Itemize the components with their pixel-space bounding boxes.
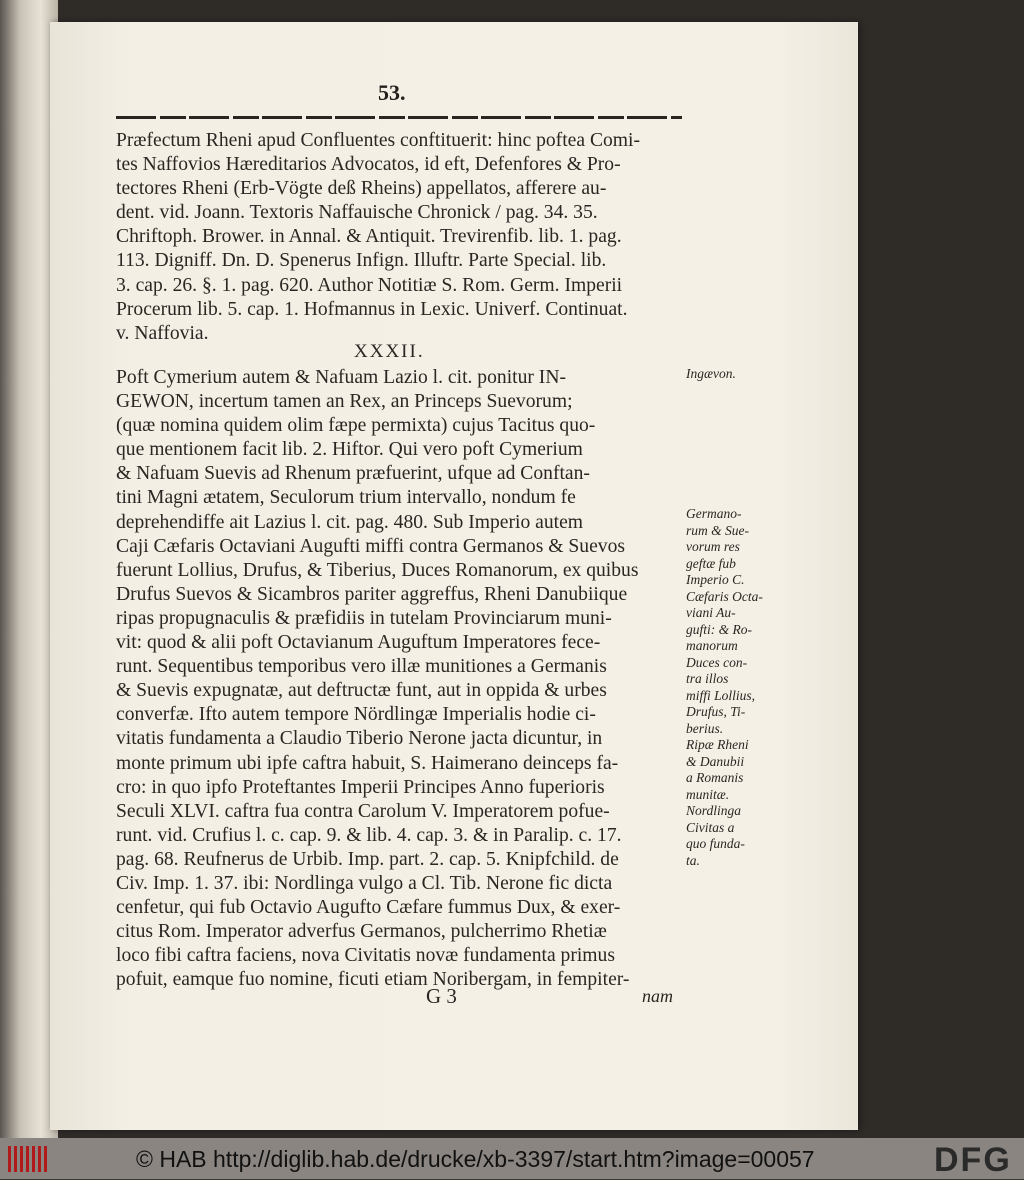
margin-note-line: Civitas a [686,819,735,835]
text-line: Chriftoph. Brower. in Annal. & Antiquit. Trevirenfib. lib. 1. pag. [116,226,622,248]
text-line: fuerunt Lollius, Drufus, & Tiberius, Duces Romanorum, ex quibus [116,559,639,581]
text-line: runt. vid. Crufius l. c. cap. 9. & lib. 4. cap. 3. & in Paralip. c. 17. [116,824,622,846]
hab-logo-icon [8,1146,48,1172]
margin-note-line: Duces con- [686,654,748,670]
text-line: tini Magni ætatem, Seculorum trium intervallo, nondum fe [116,487,576,509]
text-line: pag. 68. Reufnerus de Urbib. Imp. part. 2. cap. 5. Knipfchild. de [116,848,619,870]
margin-note-ingaevon [686,366,796,383]
text-line: tes Naffovios Hæreditarios Advocatos, id eft, Defenfores & Pro- [116,154,621,176]
margin-note-line: Cæfaris Octa- [686,588,763,604]
text-line: & Suevis expugnatæ, aut deftructæ funt, aut in oppida & urbes [116,680,607,702]
margin-note-line: & Danubii [686,753,745,769]
text-line: (quæ nomina quidem olim fæpe permixta) cujus Tacitus quo- [116,415,596,437]
margin-note-line: gufti: & Ro- [686,621,752,637]
text-line: pofuit, eamque fuo nomine, ficuti etiam Noribergam, in fempiter- [116,969,630,991]
text-line: cro: in quo ipfo Proteftantes Imperii Principes Anno fuperioris [116,776,605,798]
page-number: 53. [378,80,406,105]
text-line: Præfectum Rheni apud Confluentes conftituerit: hinc poftea Comi- [116,130,641,151]
margin-note-line: quo funda- [686,836,745,851]
text-line: vit: quod & alii poft Octavianum Auguftum Imperatores fece- [116,632,601,654]
margin-note-line: viani Au- [686,605,736,620]
margin-note-line: Ripæ Rheni [686,737,749,752]
catchword: nam [642,986,673,1006]
text-line: Caji Cæfaris Octaviani Augufti miffi contra Germanos & Suevos [116,535,625,557]
margin-note-line: Nordlinga [686,803,742,818]
body-text-main [116,366,682,992]
margin-note-line: Imperio C. [686,572,745,587]
text-line: 3. cap. 26. §. 1. pag. 620. Author Notitiæ S. Rom. Germ. Imperii [116,274,623,296]
text-line: que mentionem facit lib. 2. Hiftor. Qui vero poft Cymerium [116,439,583,461]
section-heading: XXXII. [354,341,425,362]
header-rule [116,116,682,119]
text-line: GEWON, incertum tamen an Rex, an Princeps Suevorum; [116,391,573,413]
dfg-logo: DFG [934,1141,1012,1179]
margin-note-line: Ingævon. [686,366,736,381]
text-line: Civ. Imp. 1. 37. ibi: Nordlinga vulgo a Cl. Tib. Nerone fic dicta [116,872,613,894]
footer-copyright-link[interactable]: © HAB http://diglib.hab.de/drucke/xb-3397/start.htm?image=00057 [136,1146,815,1172]
signature-mark: G 3 [426,984,457,1008]
body-text-top [116,129,682,346]
margin-note-line: miffi Lollius, [686,687,756,703]
footer-bar [0,1138,1024,1179]
margin-note-line: munitæ. [686,786,730,802]
margin-note-line: berius. [686,720,724,736]
margin-note-line: tra illos [686,671,729,686]
text-line: runt. Sequentibus temporibus vero illæ munitiones a Germanis [116,656,607,678]
margin-note-line: geftæ fub [686,555,736,571]
margin-note-line: manorum [686,638,738,653]
text-line: 113. Digniff. Dn. D. Spenerus Infign. Illuftr. Parte Special. lib. [116,250,607,272]
margin-note-line: Germano- [686,506,742,521]
text-line: v. Naffovia. [116,322,209,344]
text-line: converfæ. Ifto autem tempore Nördlingæ Imperialis hodie ci- [116,704,596,726]
margin-note-line: rum & Sue- [686,522,749,538]
text-line: cenfetur, qui fub Octavio Augufto Cæfare fummus Dux, & exer- [116,897,621,919]
text-line: monte primum ubi ipfe caftra habuit, S. Haimerano deinceps fa- [116,752,619,774]
text-line: loco fibi caftra faciens, nova Civitatis novæ fundamenta primus [116,945,615,967]
text-line: Seculi XLVI. caftra fua contra Carolum V. Imperatorem pofue- [116,800,610,822]
margin-note-line: Drufus, Ti- [686,704,746,719]
text-line: & Nafuam Suevis ad Rhenum præfuerint, ufque ad Conftan- [116,463,590,485]
text-line: Procerum lib. 5. cap. 1. Hofmannus in Lexic. Univerf. Continuat. [116,298,628,320]
text-line: vitatis fundamenta a Claudio Tiberio Nerone jacta dicuntur, in [116,728,603,750]
margin-note-germans [686,506,796,869]
margin-note-line: ta. [686,852,700,868]
text-line: tectores Rheni (Erb-Vögte deß Rheins) appellatos, afferere au- [116,178,607,200]
text-line: ripas propugnaculis & præfidiis in tutelam Provinciarum muni- [116,607,612,629]
text-line: Poft Cymerium autem & Nafuam Lazio l. cit. ponitur IN- [116,367,567,388]
text-line: Drufus Suevos & Sicambros pariter aggreffus, Rheni Danubiique [116,583,628,605]
text-line: citus Rom. Imperator adverfus Germanos, pulcherrimo Rhetiæ [116,921,607,943]
text-line: dent. vid. Joann. Textoris Naffauische Chronick / pag. 34. 35. [116,202,598,224]
text-line: deprehendiffe ait Lazius l. cit. pag. 480. Sub Imperio autem [116,511,584,533]
margin-note-line: vorum res [686,539,740,554]
margin-note-line: a Romanis [686,770,744,785]
